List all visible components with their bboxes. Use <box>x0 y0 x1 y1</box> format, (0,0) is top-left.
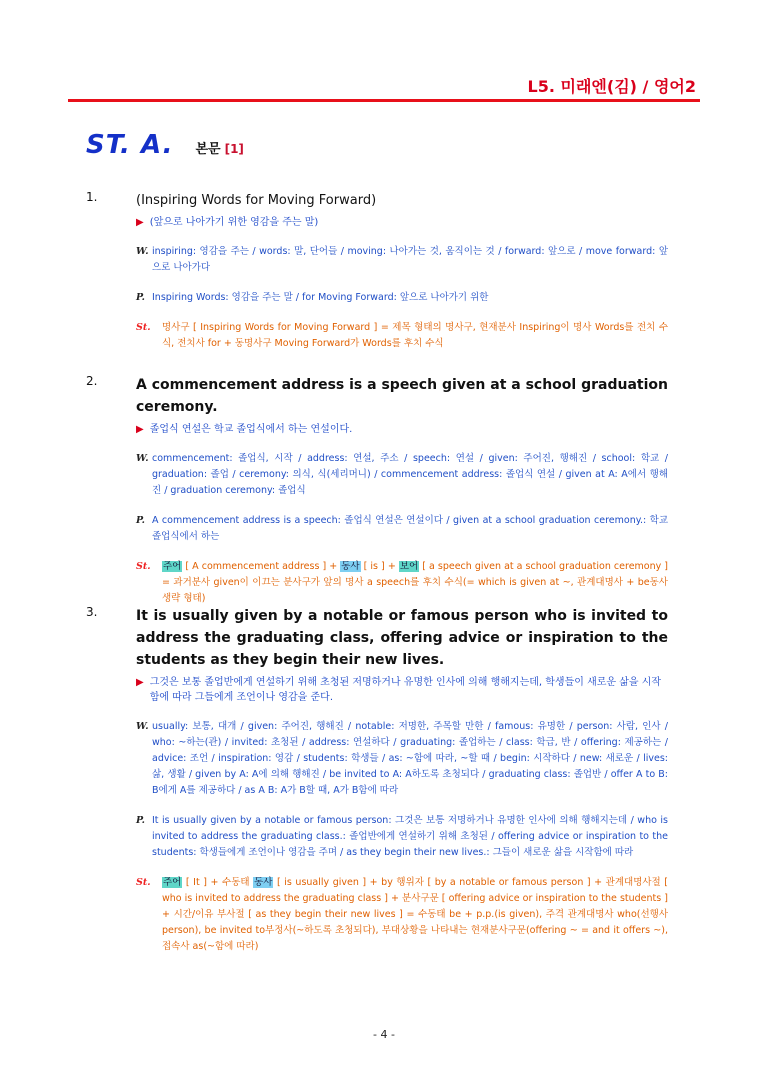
word-label: W. <box>136 721 149 732</box>
phrase-label: P. <box>136 515 145 526</box>
triangle-arrow-icon: ▶ <box>136 677 144 688</box>
english-sentence: (Inspiring Words for Moving Forward) <box>136 193 377 208</box>
structure-label: St. <box>136 322 151 333</box>
subject-highlight: 주어 <box>163 877 182 888</box>
structure-label: St. <box>136 877 151 888</box>
phrase-notes: P. A commencement address is a speech: 졸업식 연설은 연설이다 / given at a school graduation ceremony.: 학교 졸업식에서 하는 <box>136 513 668 545</box>
word-notes: W. commencement: 졸업식, 시작 / address: 연설, 주소 / speech: 연설 / given: 주어진, 행해진 / school: 학교 / graduation: 졸업 / ceremony: 의식, 식(세리머니) / commencement address: 졸업식 연설 / given at A: A에서 행해진 / graduation ceremony: 졸업식 <box>136 451 668 499</box>
structure-notes: St. 명사구 [ Inspiring Words for Moving Forward ] = 제목 형태의 명사구, 현재분사 Inspiring이 명사 Words를 전치 수식, 전치사 for + 동명사구 Moving Forward가 Words를 후치 수식 <box>136 320 668 352</box>
header-divider <box>68 99 700 102</box>
section-logo: ST. A. <box>86 130 174 160</box>
section-tag: [1] <box>224 142 244 156</box>
word-label: W. <box>136 453 149 464</box>
sentence-item-1 <box>86 190 668 352</box>
page-header-title: L5. 미래엔(김) / 영어2 <box>527 77 696 96</box>
korean-translation: ▶ (앞으로 나아가기 위한 영감을 주는 말) <box>136 217 319 228</box>
subject-highlight: 주어 <box>163 561 182 572</box>
english-sentence: A commencement address is a speech given at a school graduation ceremony. <box>136 377 668 415</box>
triangle-arrow-icon: ▶ <box>136 424 144 435</box>
structure-notes: St. 주어 [ A commencement address ] + 동사 [ is ] + 보어 [ a speech given at a school graduation ceremony ] = 과거분사 given이 이끄는 분사구가 앞의 명사 a speech를 후치 수식(= which is given at ~, 관계대명사 + be동사 생략 형태) <box>136 559 668 607</box>
item-number: 1. <box>86 190 98 204</box>
triangle-arrow-icon: ▶ <box>136 217 144 228</box>
word-notes: W. usually: 보통, 대개 / given: 주어진, 행해진 / notable: 저명한, 주목할 만한 / famous: 유명한 / person: 사람, 인사 / who: ~하는(관) / invited: 초청된 / address: 연설하다 / graduating: 졸업하는 / class: 학급, 반 / offering: 제공하는 / advice: 조언 / inspiration: 영감 / students: 학생들 / as: ~함에 따라, ~할 때 / begin: 시작하다 / new: 새로운 / lives: 삶, 생활 / given by A: A에 의해 행해진 / be invited to A: A하도록 초청되다 / graduating class: 졸업반 / offer A to B: B에게 A를 제공하다 / as A B: A가 B할 때, A가 B함에 따라 <box>136 719 668 799</box>
item-number: 2. <box>86 374 98 388</box>
phrase-notes: P. Inspiring Words: 영감을 주는 말 / for Moving Forward: 앞으로 나아가기 위한 <box>136 290 668 306</box>
phrase-label: P. <box>136 815 145 826</box>
structure-notes: St. 주어 [ It ] + 수동태 동사 [ is usually given ] + by 행위자 [ by a notable or famous person ] + 관계대명사절 [ who is invited to address the graduating class ] + 분사구문 [ offering advice or inspiration to the students ] + 시간/이유 부사절 [ as they begin their new lives ] = 수동태 be + p.p.(is given), 주격 관계대명사 who(선행사 person), be invited to부정사(~하도록 초청되다), 부대상황을 나타내는 현재분사구문(offering ~ = and it offers ~), 접속사 as(~함에 따라) <box>136 875 668 955</box>
word-label: W. <box>136 246 149 257</box>
complement-highlight: 보어 <box>399 561 419 572</box>
phrase-notes: P. It is usually given by a notable or famous person: 그것은 보통 저명하거나 유명한 인사에 의해 행해지는데 / who is invited to address the graduating class.: 졸업반에게 연설하기 위해 초청된 / offering advice or inspiration to the students: 학생들에게 조언이나 영감을 주며 / as they begin their new lives.: 그들이 새로운 삶을 시작함에 따라 <box>136 813 668 861</box>
english-sentence: It is usually given by a notable or famous person who is invited to address the graduating class, offering advice or inspiration to the students as they begin their new lives. <box>136 608 668 668</box>
korean-translation: ▶ 그것은 보통 졸업반에게 연설하기 위해 초청된 저명하거나 유명한 인사에 의해 행해지는데, 학생들이 새로운 삶을 시작함에 따라 그들에게 조언이나 영감을 준다. <box>136 677 662 703</box>
item-number: 3. <box>86 605 98 619</box>
sentence-item-2 <box>86 374 668 607</box>
phrase-label: P. <box>136 292 145 303</box>
section-title: 본문 <box>195 142 221 157</box>
korean-translation: ▶ 졸업식 연설은 학교 졸업식에서 하는 연설이다. <box>136 424 353 435</box>
verb-highlight: 동사 <box>341 561 360 572</box>
word-notes: W. inspiring: 영감을 주는 / words: 말, 단어들 / moving: 나아가는 것, 움직이는 것 / forward: 앞으로 / move forward: 앞으로 나아가다 <box>136 244 668 276</box>
verb-highlight: 동사 <box>254 877 273 888</box>
section-heading <box>86 130 244 160</box>
structure-label: St. <box>136 561 151 572</box>
page-number: - 4 - <box>373 1028 395 1041</box>
sentence-item-3 <box>86 605 668 955</box>
